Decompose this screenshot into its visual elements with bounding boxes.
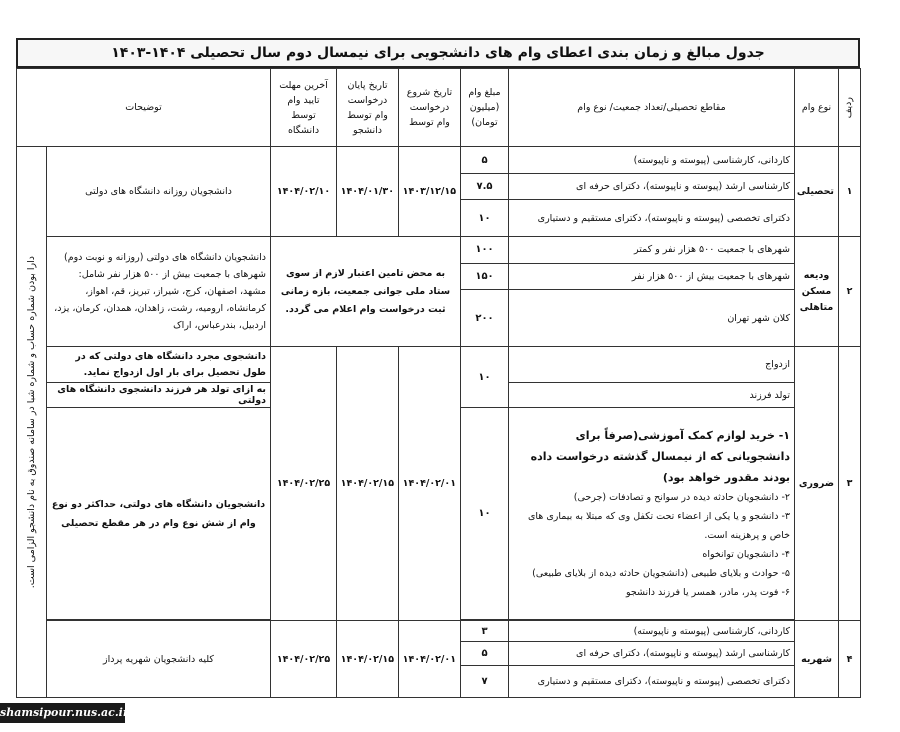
level-cell: ازدواج [509,347,795,383]
list-item: ۳- دانشجو و یا یکی از اعضاء تحت تکفل وی که مبتلا به بیماری های خاص و پرهزینه است. [527,511,790,542]
loan-type: شهریه [795,621,839,698]
list-item: ۱- خرید لوازم کمک آموزشی(صرفاً برای دانشجویانی که از نیمسال گذشته درخواست داده بودند مقدور خواهد بود) [530,429,790,485]
level-cell: کارشناسی ارشد (پیوسته و ناپیوسته)، دکترای حرفه ای [509,641,795,665]
start-date: ۱۴۰۳/۱۲/۱۵ [399,147,461,237]
table-row [17,147,861,174]
timing-note: به محض تامین اعتبار لازم از سوی ستاد ملی جوانی جمعیت، بازه زمانی ثبت درخواست وام اعلام می گردد. [271,237,461,347]
start-date: ۱۴۰۴/۰۲/۰۱ [399,621,461,698]
note-birth: به ازای تولد هر فرزند دانشجوی دانشگاه های دولتی [47,382,271,407]
amount-cell: ۵ [461,147,509,174]
amount-cell: ۱۰ [461,347,509,408]
amount-cell: ۱۰ [461,408,509,620]
level-cell: تولد فرزند [509,382,795,407]
side-note: دارا بودن شماره حساب و شماره شبا در سامانه صندوق به نام دانشجو الزامی است. [25,256,37,589]
header-loan-type: نوع وام [795,69,839,147]
amount-cell: ۷.۵ [461,173,509,200]
header-start: تاریخ شروع درخواست وام توسط [399,69,461,147]
start-date: ۱۴۰۴/۰۲/۰۱ [399,347,461,621]
deadline-date: ۱۴۰۴/۰۲/۲۵ [271,621,337,698]
amount-cell: ۷ [461,666,509,698]
deadline-date: ۱۴۰۴/۰۲/۲۵ [271,347,337,621]
table-row [17,237,861,264]
site-url-watermark: shamsipour.nus.ac.ir [0,703,125,723]
header-end: تاریخ پایان درخواست وام توسط دانشجو [337,69,399,147]
level-cell: دکترای تخصصی (پیوسته و ناپیوسته)، دکترای مستقیم و دستیاری [509,666,795,698]
loan-type: تحصیلی [795,147,839,237]
header-row-no: ردیف [839,69,861,147]
row-number: ۲ [839,237,861,347]
list-item: ۵- حوادث و بلایای طبیعی (دانشجویان حادثه دیده از بلایای طبیعی) [532,568,790,580]
header-deadline: آخرین مهلت تایید وام توسط دانشگاه [271,69,337,147]
level-cell: کاردانی، کارشناسی (پیوسته و ناپیوسته) [509,621,795,641]
list-item: ۶- فوت پدر، مادر، همسر یا فرزند دانشجو [625,587,790,599]
table-row [17,347,861,383]
end-date: ۱۴۰۴/۰۱/۳۰ [337,147,399,237]
note-rest: دانشجویان دانشگاه های دولتی، حداکثر دو نوع وام از شش نوع وام در هر مقطع تحصیلی [47,408,271,620]
row-number: ۴ [839,621,861,698]
side-note-cell [17,147,47,698]
level-cell: کلان شهر تهران [509,290,795,347]
header-amount: مبلغ وام (میلیون تومان) [461,69,509,147]
row-number: ۳ [839,347,861,621]
amount-cell: ۵ [461,641,509,665]
note-cell: دانشجویان روزانه دانشگاه های دولتی [47,147,271,237]
header-notes: توضیحات [17,69,271,147]
header-row [17,69,861,147]
end-date: ۱۴۰۴/۰۲/۱۵ [337,347,399,621]
note-marriage: دانشجوی مجرد دانشگاه های دولتی که در طول تحصیل برای بار اول ازدواج نماید. [47,347,271,383]
level-cell: شهرهای با جمعیت ۵۰۰ هزار نفر و کمتر [509,237,795,264]
table-title: جدول مبالغ و زمان بندی اعطای وام های دانشجویی برای نیمسال دوم سال تحصیلی ۱۴۰۴-۱۴۰۳ [16,38,860,68]
row-number: ۱ [839,147,861,237]
amount-cell: ۳ [461,621,509,641]
amount-cell: ۱۰۰ [461,237,509,264]
emergency-list [509,408,795,620]
level-cell: کاردانی، کارشناسی (پیوسته و ناپیوسته) [509,147,795,174]
loan-type: ضروری [795,347,839,621]
note-cell: کلیه دانشجویان شهریه پرداز [47,621,271,698]
level-cell: شهرهای با جمعیت بیش از ۵۰۰ هزار نفر [509,263,795,290]
loan-type: ودیعه مسکن متاهلی [795,237,839,347]
end-date: ۱۴۰۴/۰۲/۱۵ [337,621,399,698]
level-cell: دکترای تخصصی (پیوسته و ناپیوسته)، دکترای مستقیم و دستیاری [509,200,795,237]
table-row [17,621,861,641]
level-cell: کارشناسی ارشد (پیوسته و ناپیوسته)، دکترای حرفه ای [509,173,795,200]
deadline-date: ۱۴۰۴/۰۲/۱۰ [271,147,337,237]
loan-table [16,68,861,698]
header-levels: مقاطع تحصیلی/تعداد جمعیت/ نوع وام [509,69,795,147]
note-cell: دانشجویان دانشگاه های دولتی (روزانه و نوبت دوم) شهرهای با جمعیت بیش از ۵۰۰ هزار نفر شامل: مشهد، اصفهان، کرج، شیراز، تبریز، قم، اهواز، کرمانشاه، ارومیه، رشت، زاهدان، همدان، کرمان، یزد، اردبیل، بندرعباس، اراک [47,237,271,347]
amount-cell: ۲۰۰ [461,290,509,347]
list-item: ۲- دانشجویان حادثه دیده در سوانح و تصادفات (جرحی) [573,492,790,504]
amount-cell: ۱۰ [461,200,509,237]
list-item: ۴- دانشجویان توانخواه [702,549,790,561]
amount-cell: ۱۵۰ [461,263,509,290]
